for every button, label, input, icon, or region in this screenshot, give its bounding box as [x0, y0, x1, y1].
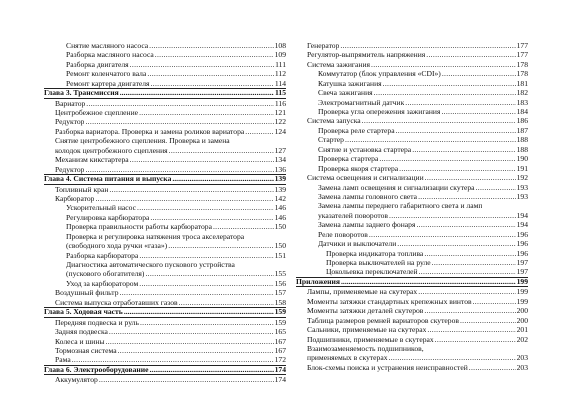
toc-entry-title: применяемых в скутерах	[307, 353, 388, 363]
toc-page-number: 199	[516, 296, 528, 306]
toc-page-number: 190	[516, 154, 528, 164]
toc-right-column	[296, 41, 528, 372]
dot-leader	[171, 174, 273, 183]
toc-left-column	[44, 41, 286, 385]
toc-page-number: 172	[274, 355, 286, 365]
dot-leader	[472, 297, 516, 306]
toc-page-number: 122	[274, 117, 286, 127]
toc-page-number: 177	[516, 50, 528, 60]
toc-entry-title: Электромагнитный датчик	[318, 97, 405, 107]
toc-entry	[44, 232, 286, 241]
toc-page-number: 157	[274, 288, 286, 298]
toc-entry-title: Снятие и установка стартера	[318, 144, 412, 154]
dot-leader	[138, 251, 273, 260]
toc-entry	[296, 41, 528, 50]
toc-page-number: 134	[274, 155, 286, 165]
toc-page-number: 188	[516, 135, 528, 145]
toc-entry-title: Таблица размеров ремней вариаторов скутеров	[307, 315, 459, 325]
toc-page-number: 203	[516, 353, 528, 363]
toc-entry-title: Редуктор	[55, 164, 85, 174]
toc-page-number: 156	[274, 278, 286, 288]
toc-page-number: 150	[274, 222, 286, 232]
toc-entry	[44, 60, 286, 69]
toc-page-number: 203	[516, 362, 528, 372]
toc-entry-title: Стартер	[318, 135, 344, 145]
toc-page-number: 174	[274, 364, 286, 374]
toc-entry-title: Система выпуска отработавших газов	[55, 297, 178, 307]
dot-leader	[144, 270, 273, 279]
toc-page-number: 199	[516, 276, 528, 286]
toc-entry	[296, 98, 528, 107]
toc-entry	[296, 164, 528, 173]
toc-page-number: 200	[516, 306, 528, 316]
dot-leader	[178, 298, 274, 307]
dot-leader	[244, 127, 273, 136]
toc-entry	[44, 69, 286, 78]
toc-page-number: 159	[274, 317, 286, 327]
dot-leader	[98, 375, 274, 384]
dot-leader	[459, 316, 516, 325]
dot-leader	[129, 60, 275, 69]
toc-entry-title: Разборка карбюратора	[66, 250, 139, 260]
toc-entry-title: Ремонт картера двигателя	[66, 78, 150, 88]
toc-entry	[44, 355, 286, 364]
dot-leader	[441, 69, 516, 78]
toc-entry-title: Диагностика автоматического пускового устройства	[66, 260, 235, 270]
dot-leader	[149, 365, 274, 374]
toc-entry	[44, 213, 286, 222]
toc-entry-title: Регулировка карбюратора	[66, 212, 150, 222]
toc-page-number: 193	[516, 191, 528, 201]
toc-entry-title: Моменты затяжки деталей скутеров	[307, 306, 424, 316]
toc-entry-title: Коммутатор (блок управления «CDI»)	[318, 69, 441, 79]
toc-page-number: 167	[274, 336, 286, 346]
toc-entry-title: Механизм кикстартера	[55, 155, 129, 165]
dot-leader	[468, 363, 516, 372]
dot-leader	[138, 108, 274, 117]
toc-page-number: 159	[274, 307, 286, 317]
dot-leader	[417, 287, 515, 296]
toc-entry	[296, 230, 528, 239]
toc-entry-title: Топливный кран	[55, 184, 109, 194]
toc-entry	[44, 165, 286, 174]
toc-entry	[44, 337, 286, 346]
toc-entry	[44, 288, 286, 297]
toc-page-number: 127	[274, 145, 286, 155]
toc-page-number: 202	[516, 334, 528, 344]
dot-leader	[108, 185, 273, 194]
toc-page-number: 112	[274, 69, 286, 79]
toc-entry	[296, 344, 528, 353]
toc-page-number: 109	[274, 50, 286, 60]
dot-leader	[396, 239, 515, 248]
toc-entry	[296, 117, 528, 126]
toc-entry	[44, 241, 286, 250]
toc-entry	[44, 99, 286, 108]
dot-leader	[94, 194, 273, 203]
toc-entry	[44, 222, 286, 231]
toc-entry	[44, 298, 286, 307]
toc-entry	[296, 239, 528, 248]
toc-entry	[296, 353, 528, 362]
toc-entry	[296, 79, 528, 88]
toc-entry	[44, 279, 286, 288]
toc-chapter-heading	[296, 277, 528, 287]
toc-page-number: 139	[274, 184, 286, 194]
toc-entry-title: Свеча зажигания	[318, 88, 373, 98]
dot-leader	[339, 41, 515, 50]
toc-page-number: 136	[274, 164, 286, 174]
toc-entry-title: Цокольевка переключателей	[326, 267, 418, 277]
toc-entry-title: Глава 4. Система питания и выпуска	[44, 174, 172, 184]
toc-page-number: 197	[516, 258, 528, 268]
toc-entry-title: Проверка индикатора топлива	[326, 248, 424, 258]
toc-entry-title: Замена лампы заднего фонаря	[318, 220, 416, 230]
dot-leader	[212, 222, 274, 231]
toc-chapter-heading	[44, 307, 286, 317]
toc-entry-title: Проверка стартера	[318, 154, 379, 164]
toc-page-number: 108	[274, 40, 286, 50]
toc-entry-title: Система зажигания	[307, 59, 370, 69]
toc-page-number: 174	[274, 375, 286, 385]
toc-entry	[296, 154, 528, 163]
toc-entry-title: Реле поворотов	[318, 229, 368, 239]
toc-page-number: 186	[516, 116, 528, 126]
dot-leader	[418, 268, 516, 277]
toc-entry-title: Задняя подвеска	[55, 327, 108, 337]
dot-leader	[148, 41, 273, 50]
dot-leader	[167, 241, 273, 250]
toc-page-number: 124	[274, 126, 286, 136]
dot-leader	[117, 346, 274, 355]
toc-entry-title: Моменты затяжки стандартных крепежных винтов	[307, 296, 472, 306]
toc-page-number: 146	[274, 203, 286, 213]
toc-entry	[296, 258, 528, 267]
toc-entry-title: Снятие масляного насоса	[66, 40, 149, 50]
toc-page-number: 150	[274, 241, 286, 251]
toc-entry	[44, 79, 286, 88]
dot-leader	[395, 126, 516, 135]
dot-leader	[417, 192, 516, 201]
toc-entry-title: Лампы, применяемые на скутерах	[307, 287, 418, 297]
dot-leader	[423, 306, 515, 315]
dot-leader	[378, 154, 515, 163]
toc-entry	[296, 297, 528, 306]
toc-entry-title: Глава 5. Ходовая часть	[44, 307, 123, 317]
toc-entry	[296, 60, 528, 69]
toc-entry-title: Редуктор	[55, 117, 85, 127]
toc-entry-title: Передняя подвеска и руль	[55, 317, 139, 327]
toc-entry-title: Замена ламп освещения и сигнализации скутера	[318, 182, 475, 192]
toc-page-number: 146	[274, 212, 286, 222]
dot-leader	[424, 173, 516, 182]
toc-page-number: 199	[516, 287, 528, 297]
toc-entry	[296, 50, 528, 59]
toc-page-number: 194	[516, 220, 528, 230]
toc-entry	[44, 41, 286, 50]
toc-page-number: 165	[274, 327, 286, 337]
toc-page-number: 155	[274, 269, 286, 279]
dot-leader	[85, 99, 274, 108]
toc-page-number: 187	[516, 125, 528, 135]
dot-leader	[129, 155, 274, 164]
dot-leader	[84, 118, 273, 127]
toc-entry-title: Проверка выключателей на руле	[326, 258, 431, 268]
dot-leader	[388, 211, 516, 220]
toc-entry	[44, 375, 286, 384]
toc-page-number: 178	[516, 69, 528, 79]
toc-entry	[44, 146, 286, 155]
toc-entry	[44, 185, 286, 194]
toc-entry	[296, 192, 528, 201]
toc-entry	[44, 270, 286, 279]
toc-entry	[44, 50, 286, 59]
toc-entry	[296, 135, 528, 144]
toc-page-number: 197	[516, 267, 528, 277]
dot-leader	[105, 337, 274, 346]
toc-page-number: 177	[516, 40, 528, 50]
dot-leader	[84, 165, 273, 174]
toc-chapter-heading	[44, 174, 286, 184]
toc-entry-title: Центробежное сцепление	[55, 108, 139, 118]
toc-entry	[44, 194, 286, 203]
dot-leader	[368, 230, 516, 239]
toc-page-number: 151	[274, 250, 286, 260]
dot-leader	[108, 327, 274, 336]
toc-entry-title: Проверка реле стартера	[318, 125, 395, 135]
dot-leader	[415, 220, 515, 229]
toc-entry	[44, 118, 286, 127]
toc-entry	[296, 268, 528, 277]
toc-entry-title: Уход за карбюратором	[66, 278, 139, 288]
toc-entry-title: (пускового обогатителя)	[66, 269, 145, 279]
toc-page-number: 158	[274, 297, 286, 307]
toc-page-number: 196	[516, 248, 528, 258]
toc-entry	[296, 325, 528, 334]
dot-leader	[426, 325, 515, 334]
toc-entry-title: Карбюратор	[55, 193, 95, 203]
dot-leader	[423, 249, 515, 258]
dot-leader	[370, 60, 516, 69]
dot-leader	[136, 203, 274, 212]
toc-entry-title: Система освещения и сигнализации	[307, 173, 424, 183]
toc-entry	[296, 316, 528, 325]
dot-leader	[482, 201, 528, 210]
toc-page-number: 194	[516, 210, 528, 220]
toc-page-number: 196	[516, 229, 528, 239]
dot-leader	[230, 136, 286, 145]
toc-page-number: 142	[274, 193, 286, 203]
dot-leader	[475, 183, 516, 192]
toc-entry-title: Подшипники, применяемые в скутерах	[307, 334, 434, 344]
toc-entry-title: Блок-схемы поиска и устранения неисправностей	[307, 362, 468, 372]
toc-chapter-heading	[44, 365, 286, 375]
toc-entry-title: Взаимозаменяемость подшипников,	[307, 343, 424, 353]
dot-leader	[404, 98, 515, 107]
toc-entry	[44, 203, 286, 212]
toc-entry-title: Воздушный фильтр	[55, 288, 119, 298]
toc-page-number: 192	[516, 173, 528, 183]
toc-page-number: 139	[274, 174, 286, 184]
toc-entry-title: Вариатор	[55, 98, 86, 108]
toc-entry	[44, 318, 286, 327]
toc-entry-title: Замена лампы головного света	[318, 191, 418, 201]
toc-entry	[44, 251, 286, 260]
toc-entry	[296, 69, 528, 78]
dot-leader	[71, 355, 274, 364]
toc-entry	[44, 155, 286, 164]
toc-entry	[296, 183, 528, 192]
dot-leader	[123, 307, 274, 316]
toc-entry-title: Проверка и регулировка натяжения троса акселератора	[66, 231, 245, 241]
dot-leader	[119, 88, 274, 97]
toc-chapter-heading	[44, 88, 286, 98]
toc-entry-title: Датчики и выключатели	[318, 239, 397, 249]
dot-leader	[146, 69, 274, 78]
toc-entry-title: Рама	[55, 355, 71, 365]
dot-leader	[361, 117, 516, 126]
toc-entry	[44, 260, 286, 269]
toc-entry	[44, 136, 286, 145]
dot-leader	[431, 258, 516, 267]
toc-entry	[296, 201, 528, 210]
dot-leader	[373, 88, 516, 97]
toc-page-number: 191	[516, 163, 528, 173]
toc-page-number: 193	[516, 182, 528, 192]
toc-entry	[296, 145, 528, 154]
toc-page-number: 200	[516, 315, 528, 325]
toc-entry-title: Аккумулятор	[55, 375, 98, 385]
toc-entry	[296, 220, 528, 229]
toc-entry-title: Разборка вариатора. Проверка и замена роликов вариатора	[55, 126, 245, 136]
toc-entry-title: Глава 6. Электрооборудование	[44, 364, 149, 374]
toc-entry-title: Ремонт коленчатого вала	[66, 69, 147, 79]
toc-entry-title: Проверка угла опережения зажигания	[318, 107, 441, 117]
toc-entry	[296, 107, 528, 116]
toc-entry-title: Тормозная система	[55, 345, 117, 355]
toc-page-number: 121	[274, 108, 286, 118]
toc-entry-title: Глава 3. Трансмиссия	[44, 88, 119, 98]
toc-entry-title: Замена лампы переднего габаритного света и ламп	[318, 201, 483, 211]
toc-page-number: 114	[274, 78, 286, 88]
dot-leader	[235, 260, 286, 269]
dot-leader	[382, 79, 516, 88]
dot-leader	[440, 107, 515, 116]
toc-entry	[44, 127, 286, 136]
toc-page-number: 115	[275, 88, 286, 98]
toc-entry	[296, 211, 528, 220]
dot-leader	[344, 135, 516, 144]
toc-page-number: 111	[275, 59, 286, 69]
toc-entry-title: Генератор	[307, 40, 340, 50]
dot-leader	[168, 146, 274, 155]
dot-leader	[139, 318, 274, 327]
dot-leader	[425, 50, 515, 59]
dot-leader	[119, 288, 274, 297]
toc-entry	[296, 126, 528, 135]
toc-entry-title: Колеса и шины	[55, 336, 105, 346]
toc-page-number: 182	[516, 88, 528, 98]
toc-entry-title: (свободного хода ручки «газа»)	[66, 241, 168, 251]
toc-entry-title: Проверка правильности работы карбюратора	[66, 222, 212, 232]
toc-entry	[44, 108, 286, 117]
toc-entry	[296, 335, 528, 344]
toc-entry-title: Система запуска	[307, 116, 361, 126]
dot-leader	[411, 145, 515, 154]
toc-page-number: 196	[516, 239, 528, 249]
toc-entry-title: указателей поворотов	[318, 210, 389, 220]
toc-entry	[44, 346, 286, 355]
dot-leader	[149, 213, 273, 222]
toc-page-number: 178	[516, 59, 528, 69]
dot-leader	[434, 335, 516, 344]
toc-entry-title: Приложения	[296, 276, 341, 286]
dot-leader	[244, 232, 286, 241]
toc-page-number: 188	[516, 144, 528, 154]
toc-page-number: 183	[516, 97, 528, 107]
toc-entry	[296, 306, 528, 315]
toc-entry-title: колодок центробежного сцепления	[55, 145, 168, 155]
toc-entry-title: Сальники, применяемые на скутерах	[307, 325, 427, 335]
toc-entry-title: Регулятор-выпрямитель напряжения	[307, 50, 426, 60]
dot-leader	[138, 279, 273, 288]
dot-leader	[424, 344, 528, 353]
toc-entry	[44, 327, 286, 336]
toc-entry-title: Катушка зажигания	[318, 78, 382, 88]
toc-entry-title: Разборка двигателя	[66, 59, 129, 69]
dot-leader	[150, 79, 274, 88]
dot-leader	[388, 353, 516, 362]
toc-entry	[296, 287, 528, 296]
toc-page-number: 116	[274, 98, 286, 108]
dot-leader	[340, 277, 516, 286]
toc-entry-title: Разборка масляного насоса	[66, 50, 154, 60]
toc-page-number: 184	[516, 107, 528, 117]
toc-entry	[296, 363, 528, 372]
dot-leader	[398, 164, 515, 173]
toc-page-number: 167	[274, 345, 286, 355]
toc-page-number: 201	[516, 325, 528, 335]
toc-entry	[296, 249, 528, 258]
toc-entry-title: Снятие центробежного сцепления. Проверка и замена	[55, 136, 230, 146]
toc-entry-title: Проверка якоря стартера	[318, 163, 399, 173]
toc-entry	[296, 173, 528, 182]
toc-entry-title: Ускорительный насос	[66, 203, 137, 213]
toc-entry	[296, 88, 528, 97]
dot-leader	[154, 50, 274, 59]
toc-page-number: 181	[516, 78, 528, 88]
